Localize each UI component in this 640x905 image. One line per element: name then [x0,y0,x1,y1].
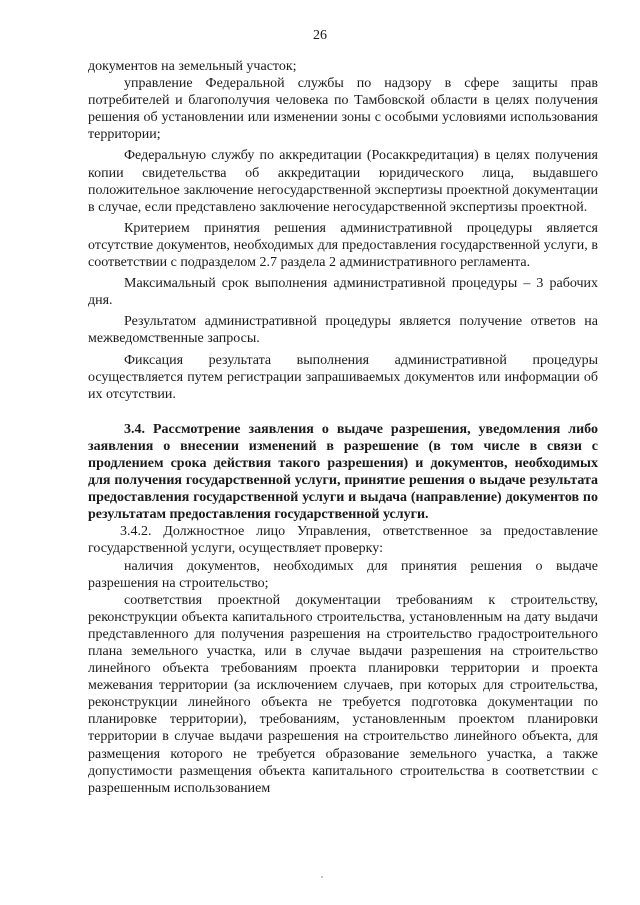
paragraph: 3.4.2. Должностное лицо Управления, ответственное за предоставление государственной услуги, осуществляет проверку: [88,524,598,557]
paragraph: Федеральную службу по аккредитации (Росаккредитация) в целях получения копии свидетельства об аккредитации юридического лица, выдавшего положительное заключение негосударственной экспертизы проектной документации в случае, если представлено заключение негосударственной экспертизы проектной. [88,148,598,215]
scan-dot [321,876,323,878]
paragraph: документов на земельный участок; [88,59,297,74]
section-heading: 3.4. Рассмотрение заявления о выдаче разрешения, уведомления либо заявления о внесении изменений в разрешение (в том числе в связи с продлением срока действия такого разрешения) и документов, необходимых для получения государственной услуги, принятие решения о выдаче результата предоставления государственной услуги и выдача (направление) документов по результатам предоставления государственной услуги. [88,421,598,523]
document-body [88,58,598,797]
paragraph: Фиксация результата выполнения административной процедуры осуществляется путем регистрации запрашиваемых документов или информации об их отсутствии. [88,352,598,402]
paragraph: наличия документов, необходимых для принятия решения о выдаче разрешения на строительство; [88,558,598,591]
paragraph: соответствия проектной документации требованиям к строительству, реконструкции объекта капитального строительства, установленным на дату выдачи представленного для получения разрешения на строительство градостроительного плана земельного участка, или в случае выдачи разрешения на строительство линейного объекта требованиям проекта планировки территории и проекта межевания территории (за исключением случаев, при которых для строительства, реконструкции линейного объекта не требуется подготовка документации по планировке территории), требованиям, установленным проектом планировки территории в случае выдачи разрешения на строительство линейного объекта, для размещения которого не требуется образование земельного участка, а также допустимости размещения объекта капитального строительства в соответствии с разрешенным использованием [88,592,598,796]
paragraph: управление Федеральной службы по надзору в сфере защиты прав потребителей и благополучия человека по Тамбовской области в целях получения решения об установлении или изменении зоны с особыми условиями использования территории; [88,76,598,143]
paragraph: Результатом административной процедуры является получение ответов на межведомственные запросы. [88,314,598,347]
paragraph: Критерием принятия решения административной процедуры является отсутствие документов, необходимых для предоставления государственной услуги, в соответствии с подразделом 2.7 раздела 2 административного регламента. [88,220,598,271]
paragraph: Максимальный срок выполнения административной процедуры – 3 рабочих дня. [88,276,598,309]
page-number: 26 [313,28,327,43]
